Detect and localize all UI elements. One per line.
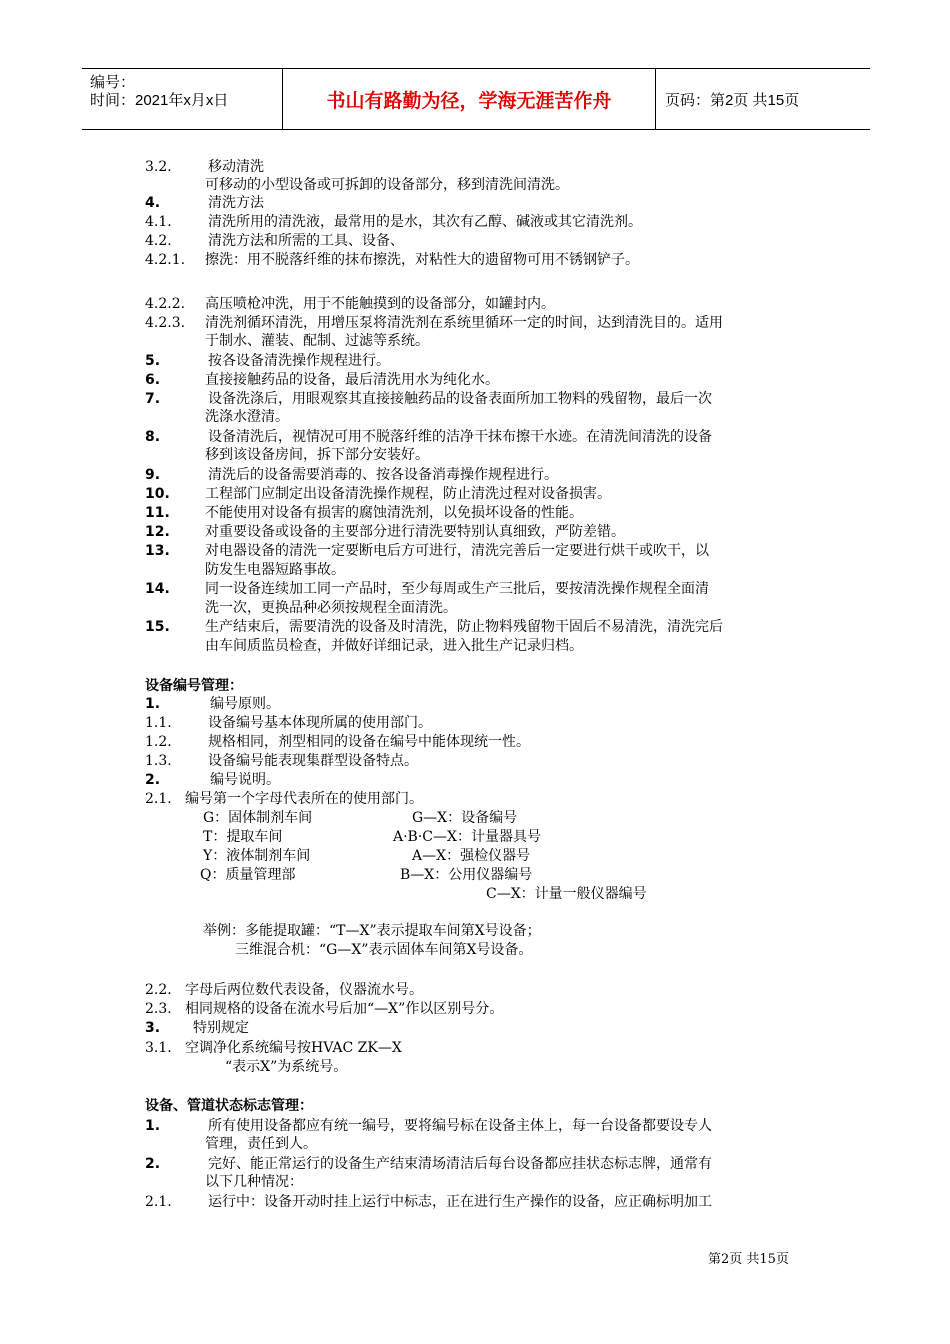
- item-text: 以下几种情况：: [205, 1174, 303, 1190]
- item-text: “表示X”为系统号。: [225, 1059, 348, 1075]
- item-text: 清洗后的设备需要消毒的、按各设备消毒操作规程进行。: [208, 467, 558, 483]
- item-text: 特别规定: [193, 1020, 249, 1036]
- item-number: 2.: [145, 772, 161, 788]
- item-number: 3.: [145, 1020, 161, 1036]
- item-text: 防发生电器短路事故。: [205, 562, 345, 578]
- item-text: 规格相同，剂型相同的设备在编号中能体现统一性。: [208, 734, 530, 750]
- item-text: 清洗方法和所需的工具、设备、: [208, 233, 404, 249]
- section-heading: 设备编号管理：: [145, 678, 243, 694]
- item-number: 5.: [145, 353, 161, 369]
- item-text: 移到该设备房间，拆下部分安装好。: [205, 447, 429, 463]
- item-number: 2.1.: [145, 791, 172, 807]
- item-text: 运行中：设备开动时挂上运行中标志，正在进行生产操作的设备，应正确标明加工: [208, 1194, 712, 1210]
- item-number: 4.: [145, 195, 161, 211]
- item-text: 举例：多能提取罐：“T—X”表示提取车间第X号设备；: [203, 923, 541, 939]
- item-number: 2.2.: [145, 982, 172, 998]
- item-text: 生产结束后，需要清洗的设备及时清洗，防止物料残留物干固后不易清洗，清洗完后: [205, 619, 723, 635]
- item-number: 3.1.: [145, 1040, 172, 1056]
- item-text: 同一设备连续加工同一产品时，至少每周或生产三批后，要按清洗操作规程全面清: [205, 581, 709, 597]
- item-number: 1.3.: [145, 753, 172, 769]
- header-page-number: 页码：第2页 共15页: [665, 91, 800, 109]
- item-text: 所有使用设备都应有统一编号，要将编号标在设备主体上，每一台设备都要设专人: [208, 1118, 712, 1134]
- item-number: 1.: [145, 1118, 161, 1134]
- item-text: 编号第一个字母代表所在的使用部门。: [185, 791, 423, 807]
- header-motto: 书山有路勤为径，学海无涯苦作舟: [282, 69, 656, 129]
- item-text: 清洗剂循环清洗，用增压泵将清洗剂在系统里循环一定的时间，达到清洗目的。适用: [205, 315, 723, 331]
- doc-time-label: 时间：2021年x月x日: [90, 92, 229, 109]
- item-number: 4.2.: [145, 233, 172, 249]
- item-number: 14.: [145, 581, 170, 597]
- document-header: [82, 68, 870, 130]
- item-number: 4.1.: [145, 214, 172, 230]
- item-number: 1.: [145, 696, 161, 712]
- item-text: 管理，责任到人。: [205, 1136, 317, 1152]
- item-text: Q：质量管理部: [200, 867, 296, 883]
- item-number: 4.2.2.: [145, 296, 186, 312]
- item-text: A—X：强检仪器号: [412, 848, 531, 864]
- item-text: 对重要设备或设备的主要部分进行清洗要特别认真细致，严防差错。: [205, 524, 625, 540]
- item-text: C—X：计量一般仪器编号: [486, 886, 647, 902]
- page-footer: 第2页 共15页: [708, 1252, 789, 1267]
- item-number: 2.3.: [145, 1001, 172, 1017]
- item-text: 直接接触药品的设备，最后清洗用水为纯化水。: [205, 372, 499, 388]
- item-text: 由车间质监员检查，并做好详细记录，进入批生产记录归档。: [205, 638, 583, 654]
- item-text: 空调净化系统编号按HVAC ZK—X: [185, 1040, 402, 1056]
- item-text: 于制水、灌装、配制、过滤等系统。: [205, 333, 429, 349]
- item-text: 清洗所用的清洗液，最常用的是水，其次有乙醇、碱液或其它清洗剂。: [208, 214, 642, 230]
- section-heading: 设备、管道状态标志管理：: [145, 1098, 313, 1114]
- item-text: 高压喷枪冲洗，用于不能触摸到的设备部分，如罐封内。: [205, 296, 555, 312]
- item-number: 1.2.: [145, 734, 172, 750]
- item-number: 8.: [145, 429, 161, 445]
- item-text: 不能使用对设备有损害的腐蚀清洗剂，以免损坏设备的性能。: [205, 505, 583, 521]
- item-text: 编号说明。: [210, 772, 280, 788]
- item-number: 10.: [145, 486, 170, 502]
- item-text: 完好、能正常运行的设备生产结束清场清洁后每台设备都应挂状态标志牌，通常有: [208, 1156, 712, 1172]
- item-number: 1.1.: [145, 715, 172, 731]
- item-text: 设备洗涤后，用眼观察其直接接触药品的设备表面所加工物料的残留物，最后一次: [208, 391, 712, 407]
- item-number: 7.: [145, 391, 161, 407]
- item-text: 设备清洗后，视情况可用不脱落纤维的洁净干抹布擦干水迹。在清洗间清洗的设备: [208, 429, 712, 445]
- item-text: 对电器设备的清洗一定要断电后方可进行，清洗完善后一定要进行烘干或吹干，以: [205, 543, 709, 559]
- item-text: 设备编号基本体现所属的使用部门。: [208, 715, 432, 731]
- item-text: Y：液体制剂车间: [203, 848, 311, 864]
- item-number: 4.2.1.: [145, 252, 186, 268]
- item-number: 4.2.3.: [145, 315, 186, 331]
- item-text: 洗涤水澄清。: [205, 409, 289, 425]
- item-text: G：固体制剂车间: [203, 810, 313, 826]
- item-number: 2.1.: [145, 1194, 172, 1210]
- item-number: 12.: [145, 524, 170, 540]
- item-text: 三维混合机：“G—X”表示固体车间第X号设备。: [235, 942, 533, 958]
- item-text: 清洗方法: [208, 195, 264, 211]
- item-number: 13.: [145, 543, 170, 559]
- item-text: 移动清洗: [208, 159, 264, 175]
- item-text: T：提取车间: [203, 829, 283, 845]
- item-text: 字母后两位数代表设备，仪器流水号。: [185, 982, 423, 998]
- item-text: 可移动的小型设备或可拆卸的设备部分，移到清洗间清洗。: [205, 177, 569, 193]
- item-text: 工程部门应制定出设备清洗操作规程，防止清洗过程对设备损害。: [205, 486, 611, 502]
- item-text: 编号原则。: [210, 696, 280, 712]
- item-number: 9.: [145, 467, 161, 483]
- item-text: 洗一次，更换品种必须按规程全面清洗。: [205, 600, 457, 616]
- item-text: 设备编号能表现集群型设备特点。: [208, 753, 418, 769]
- item-number: 15.: [145, 619, 170, 635]
- item-number: 6.: [145, 372, 161, 388]
- item-text: A·B·C—X：计量器具号: [393, 829, 541, 845]
- item-text: 按各设备清洗操作规程进行。: [208, 353, 390, 369]
- item-text: G—X：设备编号: [412, 810, 518, 826]
- doc-code-label: 编号：: [90, 74, 136, 91]
- item-text: 相同规格的设备在流水号后加“—X”作以区别号分。: [185, 1001, 504, 1017]
- item-number: 11.: [145, 505, 170, 521]
- item-number: 3.2.: [145, 159, 172, 175]
- header-info-cell: [82, 69, 282, 129]
- item-text: 擦洗：用不脱落纤维的抹布擦洗，对粘性大的遗留物可用不锈钢铲子。: [205, 252, 639, 268]
- item-text: B—X：公用仪器编号: [400, 867, 533, 883]
- item-number: 2.: [145, 1156, 161, 1172]
